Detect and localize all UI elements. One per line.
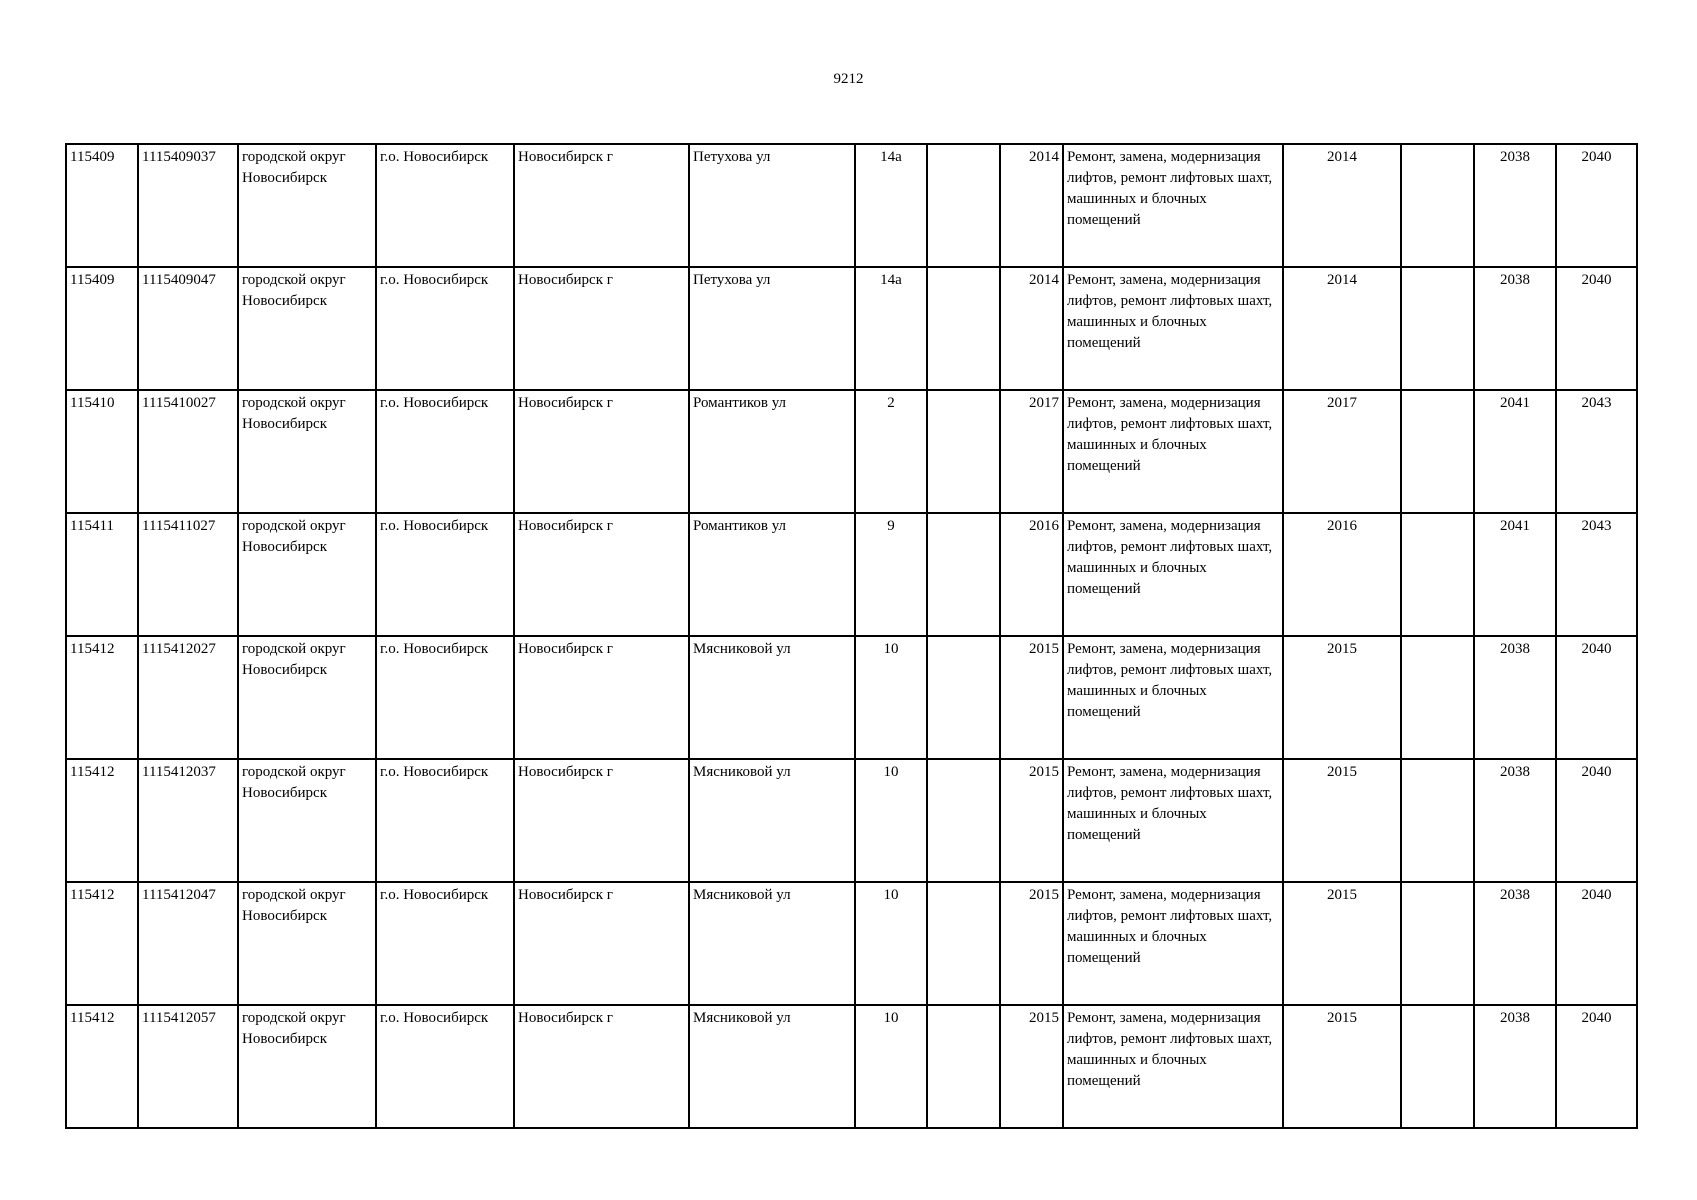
cell-plan-from: 2041 [1474,390,1556,513]
cell-blank [1401,1005,1474,1128]
cell-street: Петухова ул [689,267,855,390]
cell-blank [1401,144,1474,267]
cell-extra [927,882,1000,1005]
cell-last-repair-year: 2015 [1283,759,1401,882]
cell-year-built: 2017 [1000,390,1063,513]
cell-street: Мясниковой ул [689,636,855,759]
cell-district: г.о. Новосибирск [376,1005,514,1128]
cell-municipality: городской округ Новосибирск [238,759,376,882]
cell-locality: Новосибирск г [514,390,689,513]
cell-district: г.о. Новосибирск [376,267,514,390]
cell-work-type: Ремонт, замена, модернизация лифтов, ремонт лифтовых шахт, машинных и блочных помещений [1063,513,1283,636]
cell-last-repair-year: 2014 [1283,144,1401,267]
cell-locality: Новосибирск г [514,267,689,390]
cell-extra [927,513,1000,636]
cell-code: 115412 [66,636,138,759]
cell-id: 1115412047 [138,882,238,1005]
cell-plan-from: 2038 [1474,759,1556,882]
cell-district: г.о. Новосибирск [376,144,514,267]
table-row [66,636,1637,759]
cell-year-built: 2015 [1000,759,1063,882]
cell-plan-to: 2043 [1556,390,1637,513]
cell-plan-to: 2040 [1556,759,1637,882]
cell-municipality: городской округ Новосибирск [238,513,376,636]
cell-street: Мясниковой ул [689,1005,855,1128]
cell-id: 1115412027 [138,636,238,759]
cell-plan-from: 2038 [1474,882,1556,1005]
cell-code: 115412 [66,759,138,882]
cell-last-repair-year: 2015 [1283,882,1401,1005]
cell-extra [927,390,1000,513]
cell-blank [1401,759,1474,882]
cell-street: Петухова ул [689,144,855,267]
table-row [66,1005,1637,1128]
cell-blank [1401,513,1474,636]
cell-locality: Новосибирск г [514,1005,689,1128]
cell-code: 115409 [66,144,138,267]
cell-id: 1115412037 [138,759,238,882]
cell-district: г.о. Новосибирск [376,636,514,759]
cell-extra [927,1005,1000,1128]
cell-house: 10 [855,759,927,882]
cell-plan-to: 2043 [1556,513,1637,636]
cell-locality: Новосибирск г [514,513,689,636]
cell-district: г.о. Новосибирск [376,759,514,882]
cell-year-built: 2014 [1000,144,1063,267]
cell-plan-to: 2040 [1556,267,1637,390]
cell-extra [927,636,1000,759]
cell-municipality: городской округ Новосибирск [238,267,376,390]
cell-year-built: 2014 [1000,267,1063,390]
cell-extra [927,267,1000,390]
cell-code: 115411 [66,513,138,636]
cell-house: 9 [855,513,927,636]
cell-district: г.о. Новосибирск [376,882,514,1005]
cell-work-type: Ремонт, замена, модернизация лифтов, ремонт лифтовых шахт, машинных и блочных помещений [1063,759,1283,882]
cell-code: 115410 [66,390,138,513]
cell-id: 1115409047 [138,267,238,390]
cell-code: 115412 [66,882,138,1005]
cell-last-repair-year: 2015 [1283,636,1401,759]
cell-last-repair-year: 2015 [1283,1005,1401,1128]
cell-blank [1401,882,1474,1005]
cell-plan-to: 2040 [1556,144,1637,267]
cell-municipality: городской округ Новосибирск [238,1005,376,1128]
cell-blank [1401,636,1474,759]
cell-house: 10 [855,636,927,759]
cell-id: 1115409037 [138,144,238,267]
cell-last-repair-year: 2017 [1283,390,1401,513]
cell-house: 10 [855,882,927,1005]
cell-work-type: Ремонт, замена, модернизация лифтов, ремонт лифтовых шахт, машинных и блочных помещений [1063,390,1283,513]
cell-id: 1115410027 [138,390,238,513]
cell-blank [1401,267,1474,390]
table-row [66,267,1637,390]
cell-house: 2 [855,390,927,513]
cell-year-built: 2015 [1000,882,1063,1005]
cell-extra [927,759,1000,882]
cell-street: Романтиков ул [689,390,855,513]
cell-last-repair-year: 2014 [1283,267,1401,390]
cell-work-type: Ремонт, замена, модернизация лифтов, ремонт лифтовых шахт, машинных и блочных помещений [1063,144,1283,267]
table-row [66,144,1637,267]
table-row [66,390,1637,513]
cell-house: 14а [855,267,927,390]
cell-municipality: городской округ Новосибирск [238,390,376,513]
cell-municipality: городской округ Новосибирск [238,144,376,267]
cell-blank [1401,390,1474,513]
cell-district: г.о. Новосибирск [376,513,514,636]
cell-work-type: Ремонт, замена, модернизация лифтов, ремонт лифтовых шахт, машинных и блочных помещений [1063,636,1283,759]
cell-locality: Новосибирск г [514,882,689,1005]
cell-year-built: 2016 [1000,513,1063,636]
cell-code: 115409 [66,267,138,390]
cell-municipality: городской округ Новосибирск [238,636,376,759]
table-row [66,882,1637,1005]
cell-plan-to: 2040 [1556,882,1637,1005]
cell-locality: Новосибирск г [514,144,689,267]
cell-work-type: Ремонт, замена, модернизация лифтов, ремонт лифтовых шахт, машинных и блочных помещений [1063,1005,1283,1128]
cell-plan-to: 2040 [1556,636,1637,759]
cell-street: Мясниковой ул [689,882,855,1005]
cell-extra [927,144,1000,267]
cell-house: 14а [855,144,927,267]
register-table [65,143,1638,1129]
cell-street: Мясниковой ул [689,759,855,882]
cell-plan-from: 2038 [1474,1005,1556,1128]
cell-year-built: 2015 [1000,636,1063,759]
cell-locality: Новосибирск г [514,636,689,759]
cell-street: Романтиков ул [689,513,855,636]
table-row [66,759,1637,882]
page-number: 9212 [833,71,864,87]
cell-last-repair-year: 2016 [1283,513,1401,636]
cell-plan-to: 2040 [1556,1005,1637,1128]
cell-code: 115412 [66,1005,138,1128]
cell-year-built: 2015 [1000,1005,1063,1128]
cell-plan-from: 2041 [1474,513,1556,636]
cell-work-type: Ремонт, замена, модернизация лифтов, ремонт лифтовых шахт, машинных и блочных помещений [1063,882,1283,1005]
cell-work-type: Ремонт, замена, модернизация лифтов, ремонт лифтовых шахт, машинных и блочных помещений [1063,267,1283,390]
cell-id: 1115411027 [138,513,238,636]
cell-district: г.о. Новосибирск [376,390,514,513]
cell-plan-from: 2038 [1474,267,1556,390]
cell-id: 1115412057 [138,1005,238,1128]
cell-house: 10 [855,1005,927,1128]
cell-plan-from: 2038 [1474,144,1556,267]
cell-locality: Новосибирск г [514,759,689,882]
cell-municipality: городской округ Новосибирск [238,882,376,1005]
cell-plan-from: 2038 [1474,636,1556,759]
table-row [66,513,1637,636]
register-table-body [66,144,1637,1128]
